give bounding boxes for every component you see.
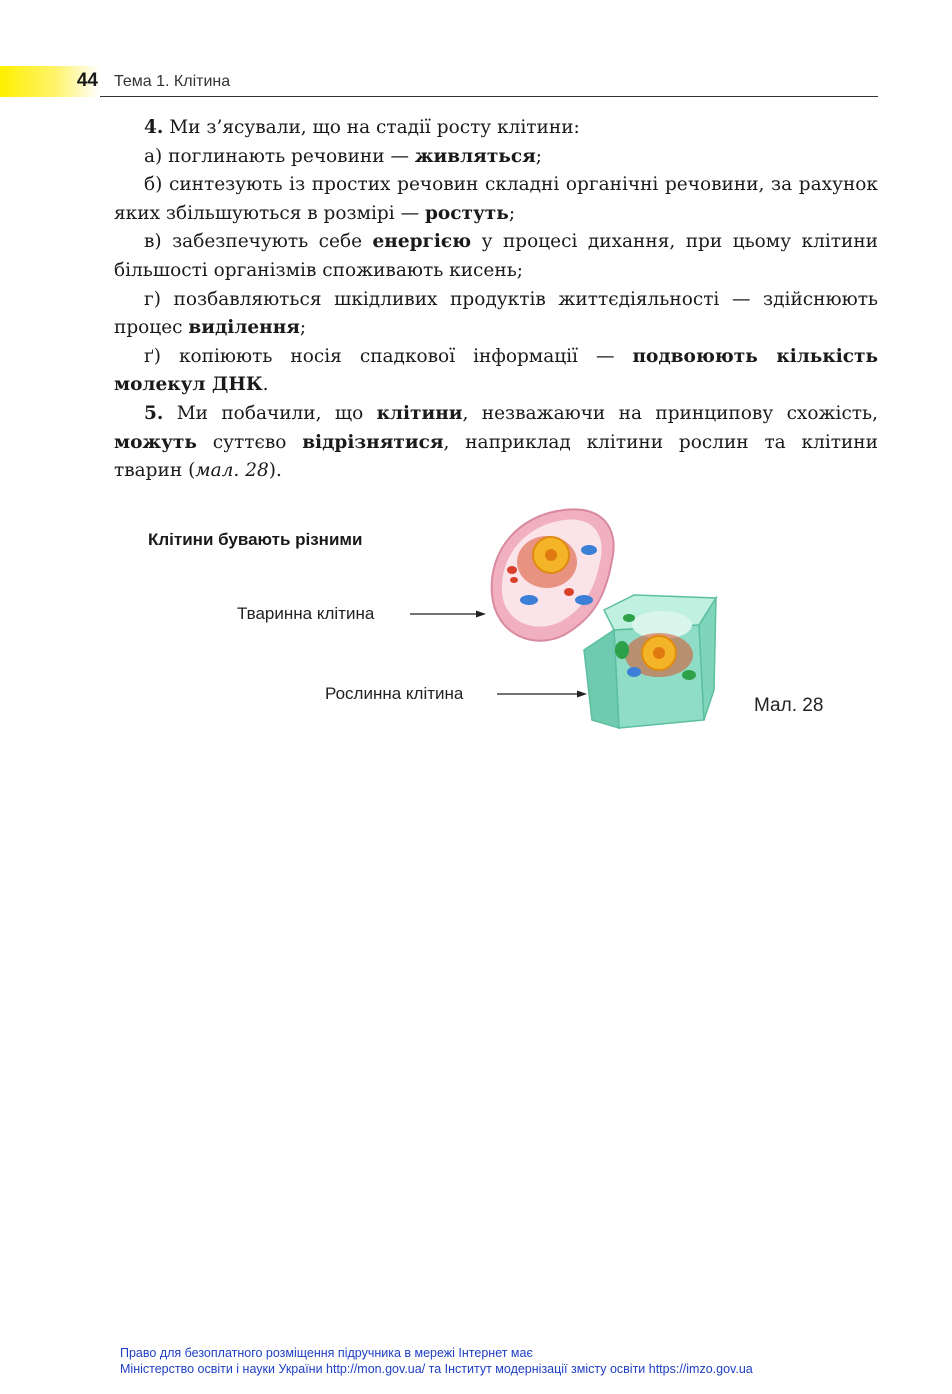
cell-illustration	[484, 500, 724, 735]
paragraph-text: , наприклад клітини рослин та клітини тварин (	[114, 431, 878, 482]
paragraph-text: ).	[268, 460, 282, 482]
animal-cell-image	[492, 509, 614, 640]
item-text: б) синтезують із простих речовин складні органічні речовини, за рахунок яких збільшуються в розмірі —	[114, 174, 878, 224]
figure-caption: Мал. 28	[754, 695, 824, 716]
header-rule	[100, 96, 878, 97]
plant-cell-label: Рослинна клітина	[325, 684, 464, 703]
key-term: енергією	[372, 231, 472, 253]
key-term: подвоюють кількість молекул ДНК	[114, 345, 879, 396]
item-number: 5.	[144, 402, 164, 424]
running-header-title: Тема 1. Клітина	[114, 73, 231, 90]
item-text: у процесі дихання, при цьому клітини більшості організмів споживають кисень;	[114, 231, 878, 281]
paragraph-text: Ми з’ясували, що на стадії росту клітини:	[163, 117, 580, 138]
paragraph-text: , незважаючи на принципову схожість,	[462, 402, 878, 424]
animal-cell-label: Тваринна клітина	[237, 604, 375, 623]
item-text: ;	[299, 317, 307, 339]
figure-28	[0, 500, 952, 750]
paragraph-text: Ми побачили, що	[163, 402, 377, 424]
item-text: г) позбавляються шкідливих продуктів життєдіяльності — здійснюють процес	[114, 288, 878, 339]
list-item-g	[114, 286, 878, 343]
key-term: ростуть	[424, 202, 509, 224]
figure-title: Клітини бувають різними	[148, 530, 363, 549]
item-text: а) поглинають речовини —	[144, 145, 415, 167]
footer-line-1: Право для безоплатного розміщення підручника в мережі Інтернет має	[120, 1346, 533, 1360]
list-item-gg	[114, 343, 878, 400]
item-number: 4.	[144, 117, 164, 138]
key-term: виділення	[188, 317, 300, 339]
item-text: в) забезпечують себе	[144, 231, 373, 253]
item-text: ґ) копіюють носія спадкової інформації —	[144, 345, 633, 367]
plant-cell-image	[584, 595, 716, 728]
paragraph-5	[114, 400, 878, 486]
paragraph-4	[114, 114, 878, 143]
list-item-v	[114, 228, 878, 285]
footer-line-2: Міністерство освіти і науки України http://mon.gov.ua/ та Інститут модернізації змісту освіти https://imzo.gov.ua	[120, 1362, 753, 1376]
list-item-a	[114, 143, 878, 172]
key-term: клітини	[376, 402, 463, 424]
item-text: ;	[508, 202, 516, 224]
item-text: .	[262, 374, 269, 396]
figure-reference: мал. 28	[195, 460, 269, 482]
copyright-footer	[120, 1345, 920, 1377]
list-item-b	[114, 171, 878, 228]
item-text: ;	[535, 145, 543, 167]
key-term: можуть	[114, 431, 197, 453]
paragraph-text: суттєво	[196, 431, 303, 453]
main-text	[114, 114, 878, 486]
page-number: 44	[76, 70, 98, 91]
key-term: живляться	[414, 145, 536, 167]
key-term: відрізнятися	[302, 431, 444, 453]
arrow-right-icon	[410, 609, 486, 619]
